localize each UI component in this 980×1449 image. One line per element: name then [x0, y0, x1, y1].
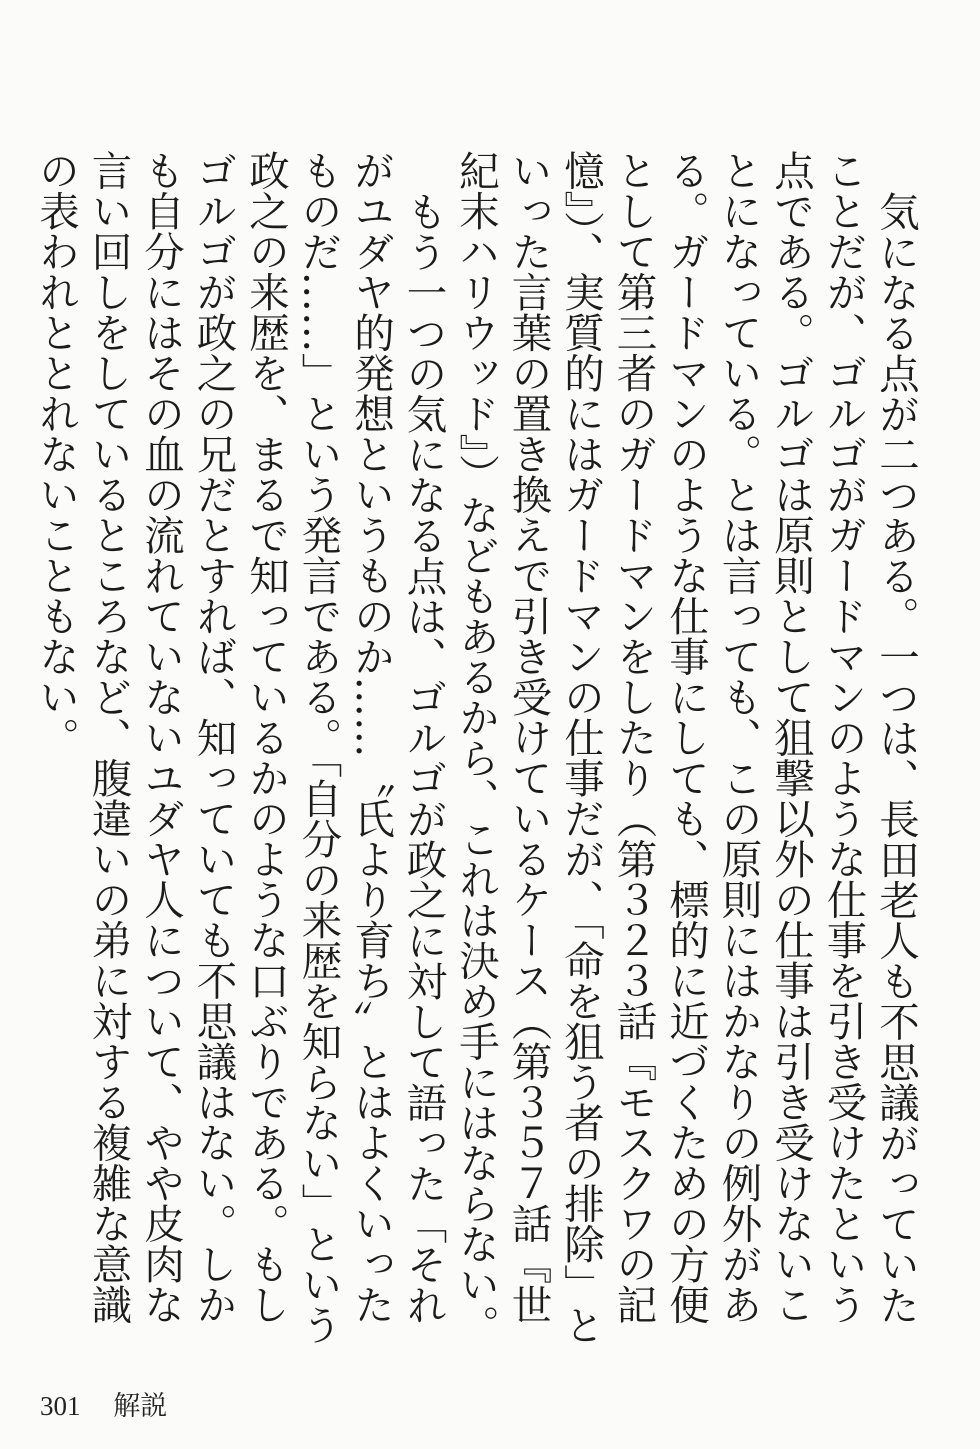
page-footer: [40, 1384, 167, 1424]
page-number: 301: [40, 1391, 81, 1421]
paragraph-2: もう一つの気になる点は、ゴルゴが政之に対して語った「それがユダヤ的発想というものか……〝氏より育ち〟とはよくいったものだ……」という発言である。「自分の来歴を知らない」という政之の来歴を、まるで知っているかのような口ぶりである。もしゴルゴが政之の兄だとすれば、知っていても不思議はない。しかも自分にはその血の流れていないユダヤ人について、やや皮肉な言い回しをしているところなど、腹違いの弟に対する複雑な意識の表われととれないこともない。: [32, 150, 448, 1345]
section-title: 解説: [113, 1391, 168, 1421]
paragraph-1: 気になる点が二つある。一つは、長田老人も不思議がっていたことだが、ゴルゴがガードマンのような仕事を引き受けたという点である。ゴルゴは原則として狙撃以外の仕事は引き受けないことになっている。とは言っても、この原則にはかなりの例外がある。ガードマンのような仕事にしても、標的に近づくための方便として第三者のガードマンをしたり（第３２３話『モスクワの記憶』）、実質的にはガードマンの仕事だが、「命を狙う者の排除」といった言葉の置き換えで引き受けているケース（第３５７話『世紀末ハリウッド』）などもあるから、これは決め手にはならない。: [452, 150, 920, 1345]
vertical-text-body: [30, 150, 923, 1350]
